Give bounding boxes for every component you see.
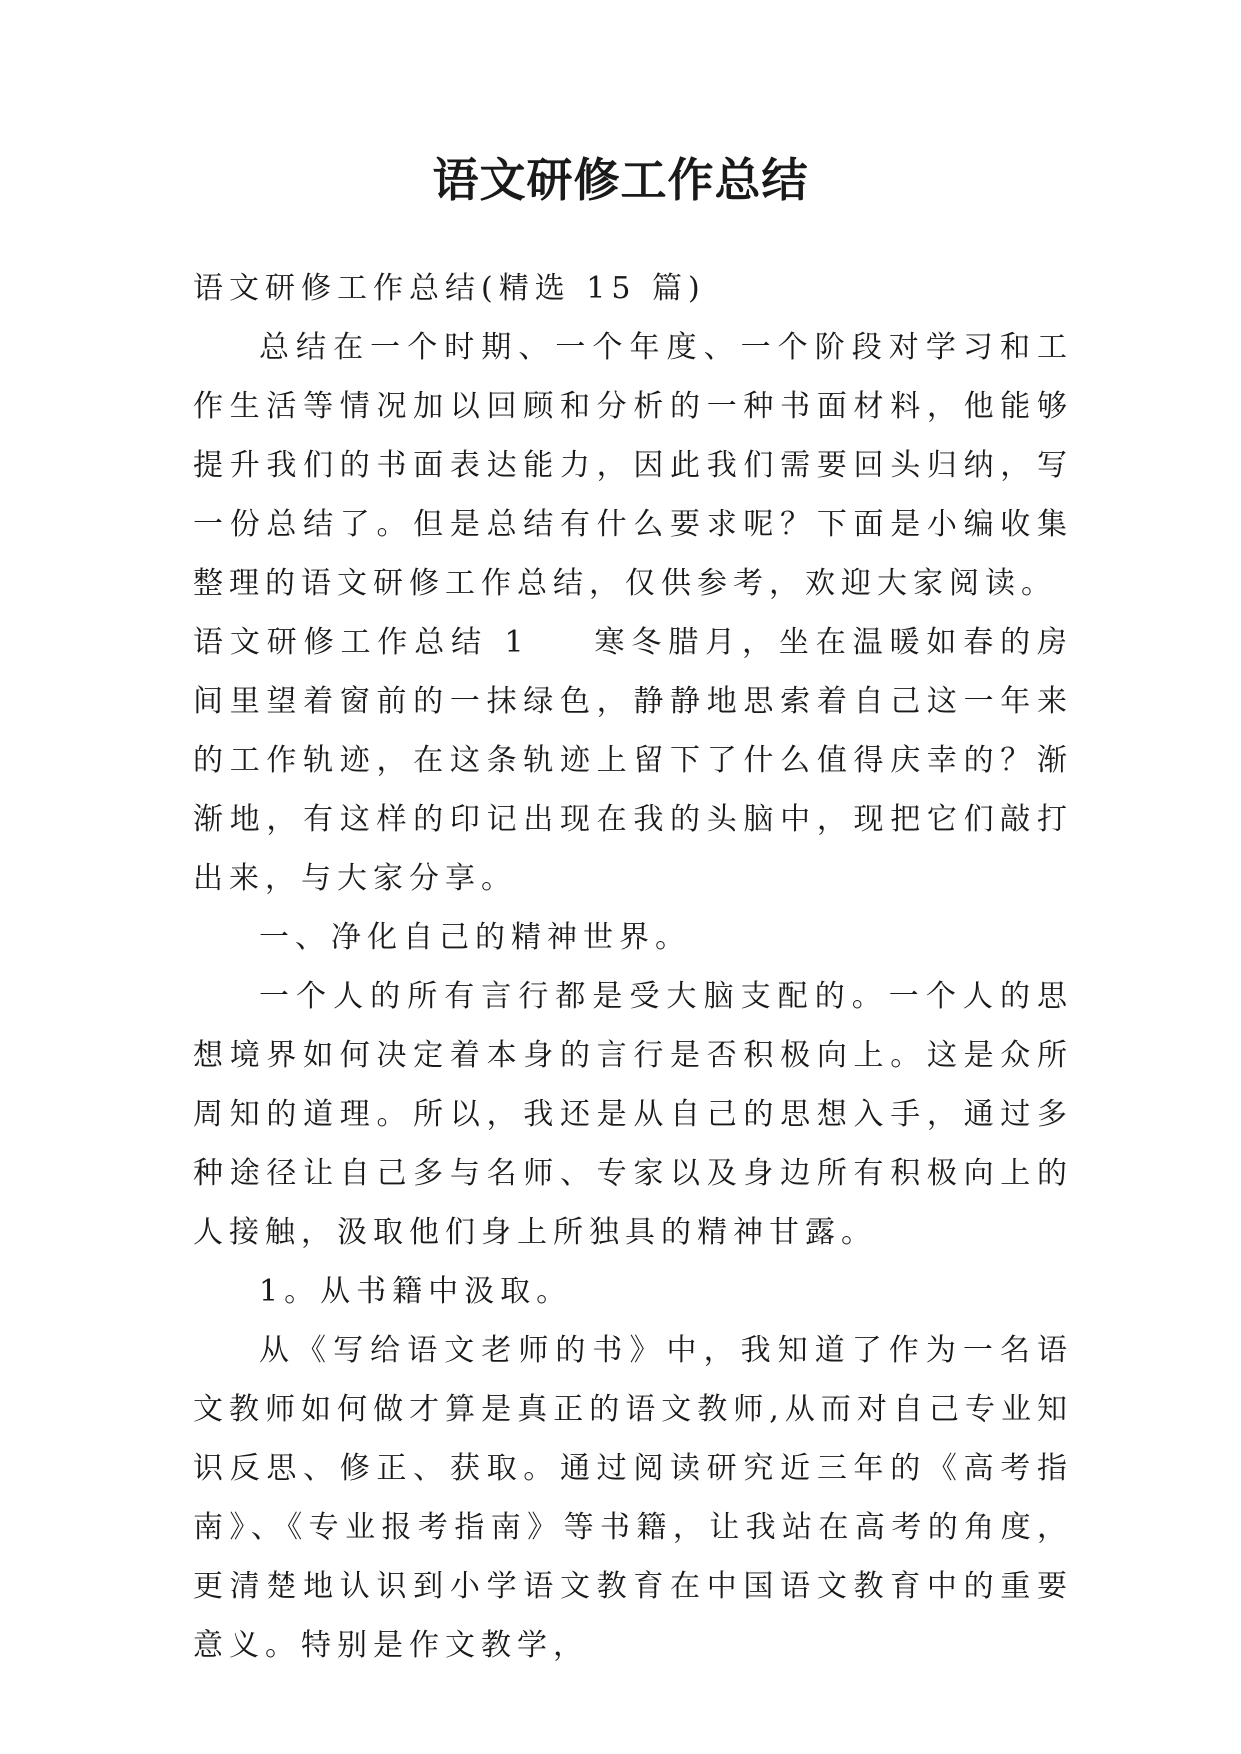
document-title: 语文研修工作总结: [432, 153, 809, 207]
document-subtitle: 语文研修工作总结(精选 15 篇): [193, 271, 706, 306]
section-1-text: 寒冬腊月，坐在温暖如春的房间里望着窗前的一抹绿色，静静地思索着自己这一年来的工作轨迹，在这条轨迹上留下了什么值得庆幸的？渐渐地，有这样的印记出现在我的头脑中，现把它们敲打出来，与大家分享。: [193, 625, 1074, 896]
sub-1-paragraph: 从《写给语文老师的书》中，我知道了作为一名语文教师如何做才算是真正的语文教师,从而对自己专业知识反思、修正、获取。通过阅读研究近三年的《高考指南》、《专业报考指南》等书籍，让我站在高考的角度，更清楚地认识到小学语文教育在中国语文教育中的重要意义。特别是作文教学，: [193, 1333, 1073, 1663]
section-1-heading: 语文研修工作总结 1: [193, 625, 530, 660]
point-1-paragraph: 一个人的所有言行都是受大脑支配的。一个人的思想境界如何决定着本身的言行是否积极向上。这是众所周知的道理。所以，我还是从自己的思想入手，通过多种途径让自己多与名师、专家以及身边所有积极向上的人接触，汲取他们身上所独具的精神甘露。: [193, 979, 1073, 1250]
sub-1-heading: 1。从书籍中汲取。: [259, 1274, 573, 1309]
point-1-heading: 一、净化自己的精神世界。: [259, 920, 691, 955]
intro-paragraph: 总结在一个时期、一个年度、一个阶段对学习和工作生活等情况加以回顾和分析的一种书面材料，他能够提升我们的书面表达能力，因此我们需要回头归纳，写一份总结了。但是总结有什么要求呢？下面是小编收集整理的语文研修工作总结，仅供参考，欢迎大家阅读。: [193, 330, 1073, 601]
document-body: [193, 259, 1073, 1675]
section-1-paragraph: [193, 613, 1073, 908]
